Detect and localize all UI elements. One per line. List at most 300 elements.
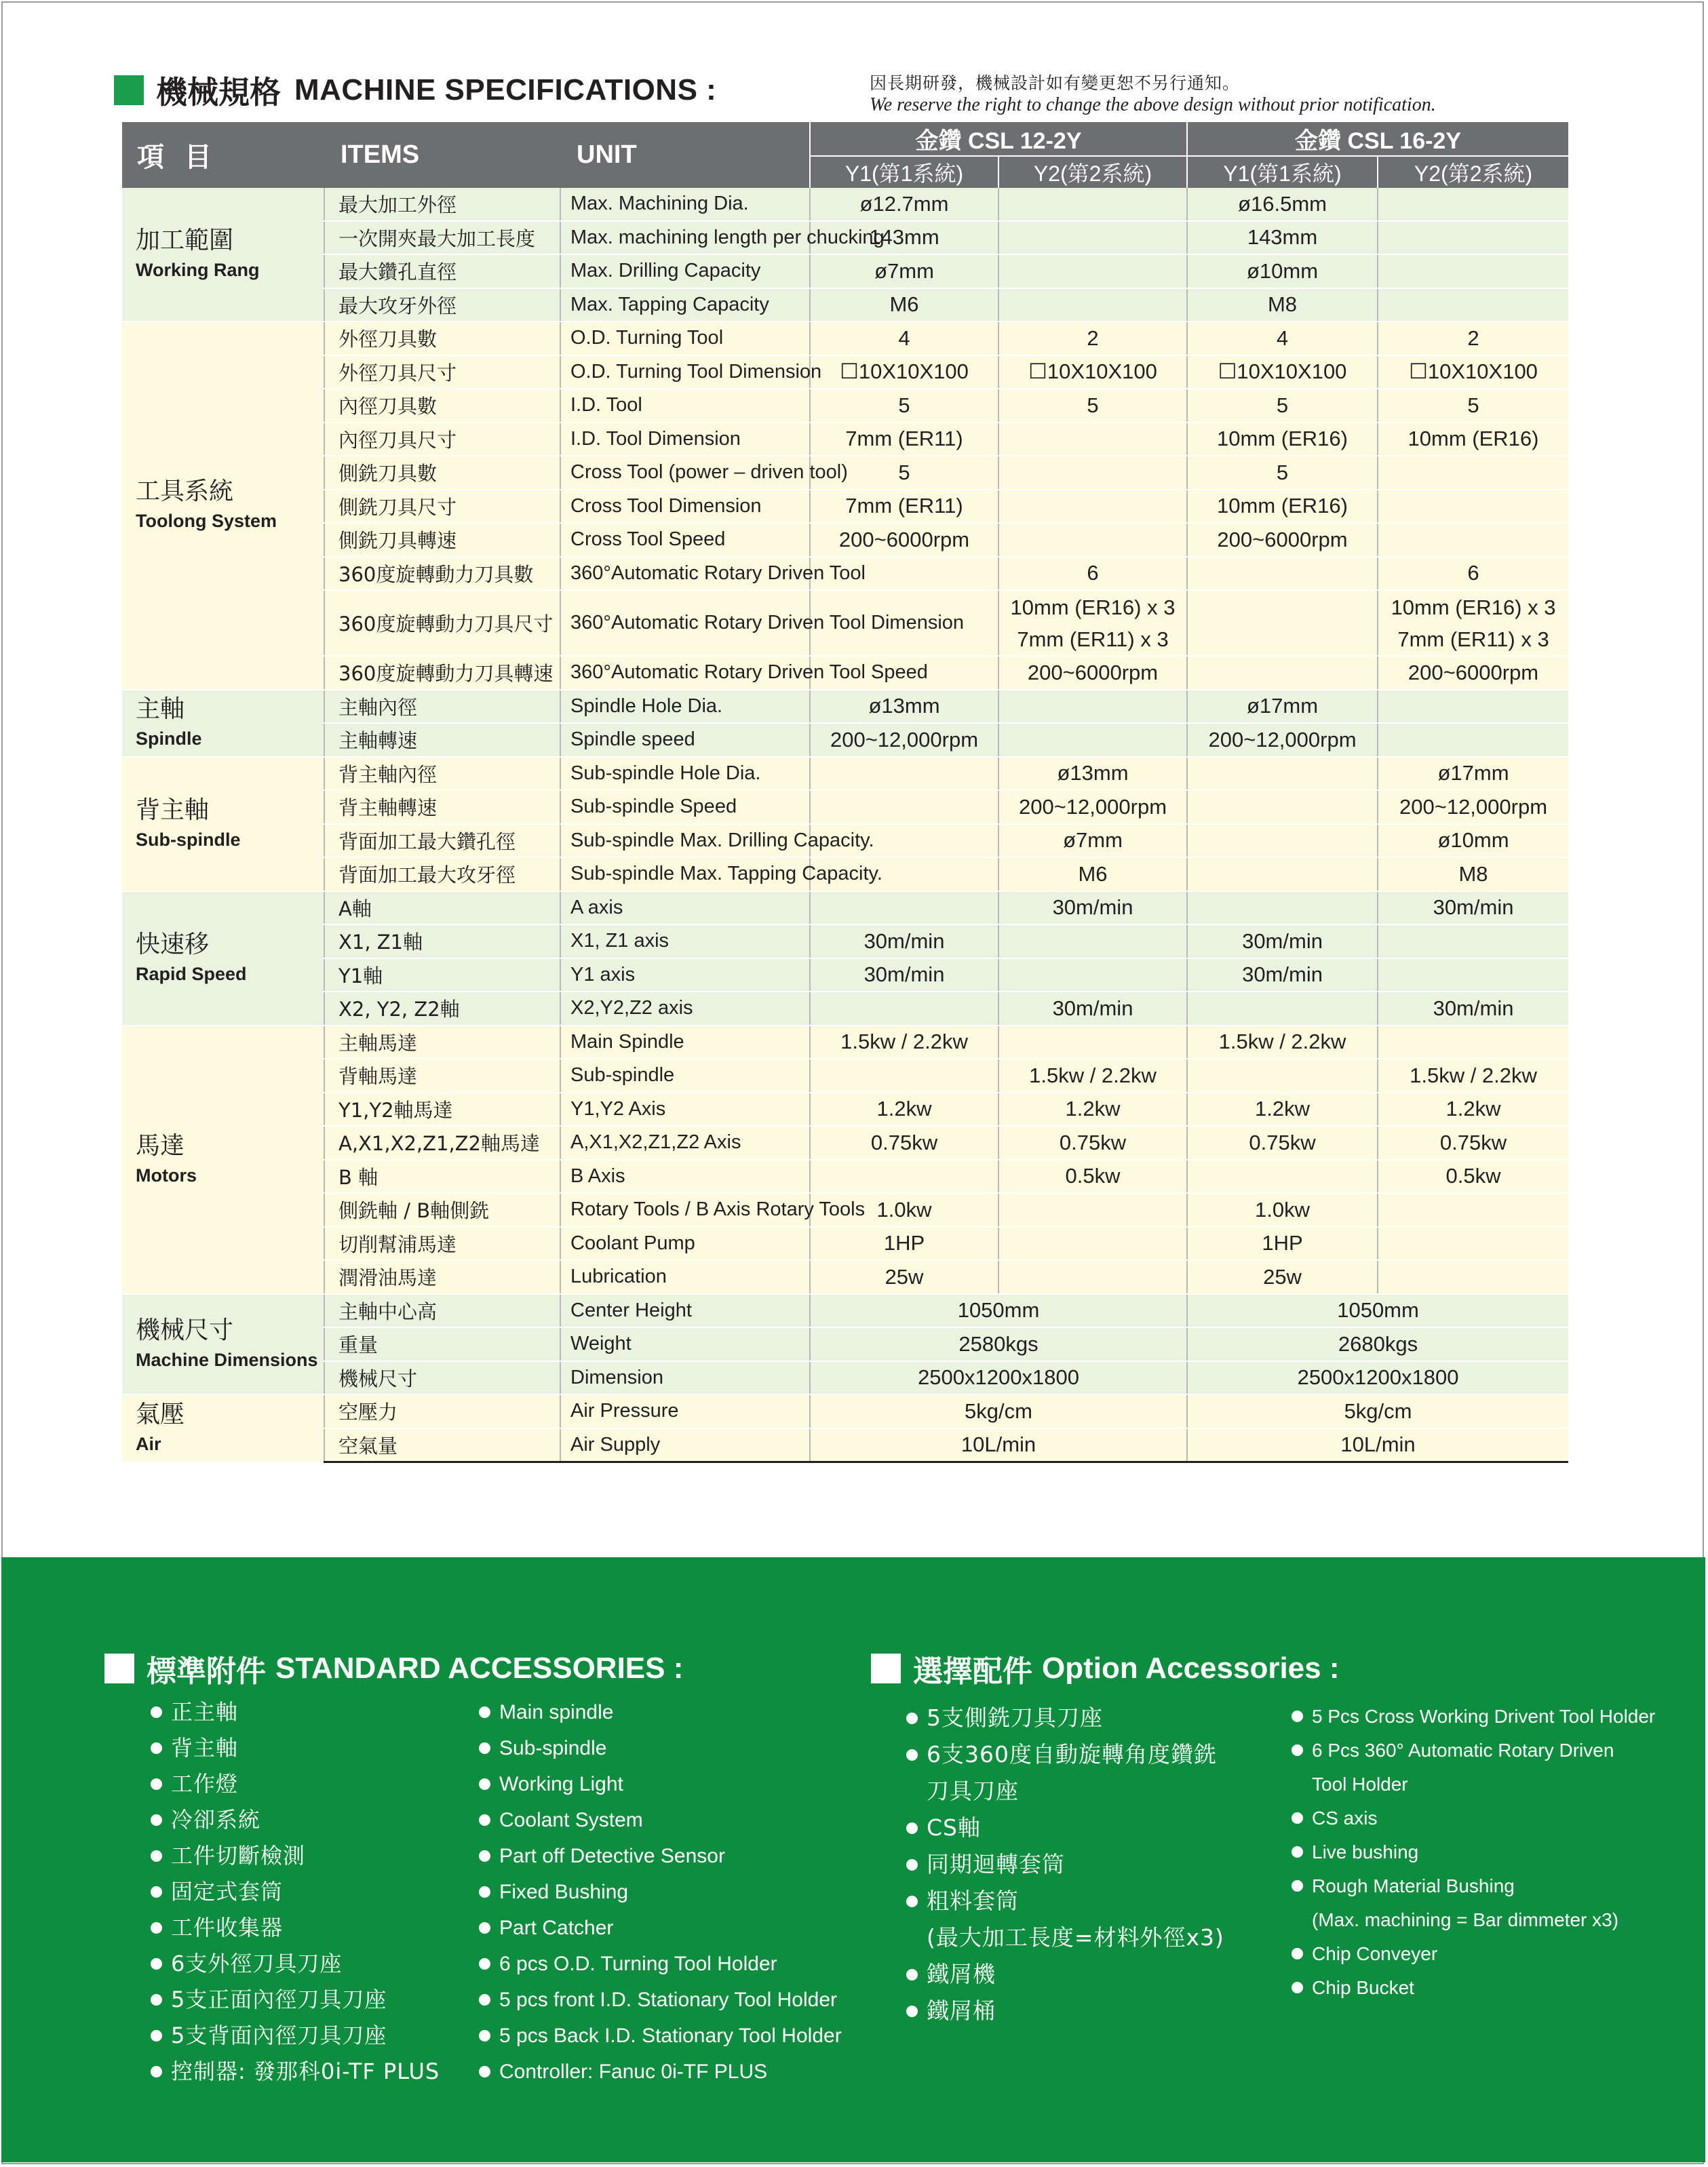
standard-item-en: 5 pcs front I.D. Stationary Tool Holder (479, 1982, 842, 2018)
item-unit: Spindle speed (560, 723, 810, 757)
category-en: Air (136, 1433, 161, 1454)
item-unit: A axis (560, 891, 810, 925)
item-name: 空氣量 (324, 1428, 560, 1462)
list-item-text: CS axis (1312, 1808, 1378, 1829)
table-row (122, 456, 1568, 490)
item-unit: Max. Tapping Capacity (560, 288, 810, 322)
option-accessories-title (871, 1647, 1340, 1690)
spec-value: 30m/min (1378, 992, 1568, 1026)
item-name: X1, Z1軸 (324, 924, 560, 958)
accessories-panel (1, 1557, 1705, 2162)
item-unit: 360°Automatic Rotary Driven Tool Speed (560, 656, 810, 690)
spec-value: ø7mm (998, 824, 1187, 858)
header-system: Y1(第1系統) (1187, 156, 1378, 188)
item-name: 主軸中心高 (324, 1294, 560, 1328)
spec-value: 1.0kw (1187, 1193, 1378, 1227)
item-name: 最大攻牙外徑 (324, 288, 560, 322)
standard-item-en: Controller: Fanuc 0i-TF PLUS (479, 2054, 842, 2090)
standard-item-en: Main spindle (479, 1694, 842, 1730)
spec-value (1187, 590, 1378, 656)
spec-value (1378, 523, 1568, 557)
standard-item-en: Coolant System (479, 1802, 842, 1838)
item-name: 機械尺寸 (324, 1361, 560, 1395)
spec-value: ☐10X10X100 (810, 355, 998, 389)
item-name: X2, Y2, Z2軸 (324, 992, 560, 1026)
spec-value: 200~12,000rpm (1187, 723, 1378, 757)
spec-value: ø7mm (810, 254, 998, 288)
table-row (122, 824, 1568, 858)
spec-value (1378, 590, 1568, 656)
spec-value: 10mm (ER16) (1187, 423, 1378, 456)
item-unit: B Axis (560, 1160, 810, 1194)
spec-table (122, 122, 1568, 1463)
header-system: Y2(第2系統) (998, 156, 1187, 188)
standard-item-en: Part off Detective Sensor (479, 1838, 842, 1874)
spec-value: 30m/min (998, 992, 1187, 1026)
spec-value (1187, 757, 1378, 791)
notice-zh: 因長期研發，機械設計如有變更恕不另行通知。 (870, 73, 1241, 93)
item-unit: Air Pressure (560, 1394, 810, 1428)
header-system: Y2(第2系統) (1378, 156, 1568, 188)
spec-value: 200~6000rpm (1187, 523, 1378, 557)
category-en: Working Rang (136, 260, 260, 280)
table-row (122, 1093, 1568, 1127)
spec-value: ☐10X10X100 (1187, 355, 1378, 389)
standard-item-zh: 冷卻系統 (151, 1802, 440, 1838)
spec-value: 4 (1187, 321, 1378, 355)
item-name: 背軸馬達 (324, 1059, 560, 1093)
item-name: 切削幫浦馬達 (324, 1227, 560, 1261)
spec-value: 1.0kw (810, 1193, 998, 1227)
spec-value: ø13mm (998, 757, 1187, 791)
spec-value (998, 958, 1187, 992)
item-unit: Cross Tool Dimension (560, 490, 810, 524)
item-name: A,X1,X2,Z1,Z2軸馬達 (324, 1126, 560, 1160)
spec-value: ☐10X10X100 (1378, 355, 1568, 389)
item-name: 一次開夾最大加工長度 (324, 221, 560, 255)
item-name: 側銑刀具尺寸 (324, 490, 560, 524)
spec-value (1187, 891, 1378, 925)
spec-value: 30m/min (810, 958, 998, 992)
category-zh: 工具系統 (136, 477, 234, 506)
item-unit: Center Height (560, 1294, 810, 1328)
table-row (122, 523, 1568, 557)
table-row (122, 1126, 1568, 1160)
item-unit: A,X1,X2,Z1,Z2 Axis (560, 1126, 810, 1160)
spec-value (998, 490, 1187, 524)
spec-value: 1.2kw (1187, 1093, 1378, 1127)
item-name: 外徑刀具數 (324, 321, 560, 355)
spec-value (998, 1026, 1187, 1059)
item-name: A軸 (324, 891, 560, 925)
item-unit: Rotary Tools / B Axis Rotary Tools (560, 1193, 810, 1227)
table-row (122, 1193, 1568, 1227)
spec-value (1378, 723, 1568, 757)
spec-value (810, 1160, 998, 1194)
spec-value (810, 1059, 998, 1093)
spec-value: 0.75kw (1378, 1126, 1568, 1160)
spec-value: 0.75kw (998, 1126, 1187, 1160)
item-name: 360度旋轉動力刀具數 (324, 557, 560, 591)
spec-value: 5 (998, 389, 1187, 423)
option-item-en (1292, 1700, 1655, 1734)
category-en: Spindle (136, 728, 202, 749)
list-item-text: Rough Material Bushing (1312, 1875, 1515, 1896)
item-unit: Dimension (560, 1361, 810, 1395)
spec-value: 1.5kw / 2.2kw (810, 1026, 998, 1059)
item-unit: Main Spindle (560, 1026, 810, 1059)
category-zh: 氣壓 (136, 1400, 185, 1428)
item-unit: Y1 axis (560, 958, 810, 992)
spec-value (1378, 188, 1568, 221)
table-row (122, 1160, 1568, 1194)
spec-value: 2 (998, 321, 1187, 355)
table-row (122, 355, 1568, 389)
category-zh: 加工範圍 (136, 227, 234, 254)
spec-value: 25w (1187, 1260, 1378, 1294)
spec-value: ☐10X10X100 (998, 355, 1187, 389)
white-square-icon (104, 1654, 134, 1683)
spec-value (810, 992, 998, 1026)
spec-value (998, 288, 1187, 322)
spec-value: 2 (1378, 321, 1568, 355)
item-name: 背主軸內徑 (324, 757, 560, 791)
item-name: 主軸內徑 (324, 690, 560, 724)
spec-value: 6 (998, 557, 1187, 591)
option-item-zh (906, 1993, 1224, 2029)
white-square-icon (871, 1654, 901, 1683)
list-item-text: 同期迴轉套筒 (927, 1851, 1065, 1877)
spec-value (1378, 1260, 1568, 1294)
standard-list-en (479, 1694, 842, 2090)
table-row (122, 1327, 1568, 1361)
category-en: Rapid Speed (136, 963, 247, 984)
item-name: Y1軸 (324, 958, 560, 992)
list-item-text: 鐵屑桶 (927, 1997, 996, 2024)
standard-item-zh: 工件收集器 (151, 1910, 440, 1946)
standard-item-zh: 背主軸 (151, 1730, 440, 1766)
spec-value: 30m/min (998, 891, 1187, 925)
spec-value: ø17mm (1378, 757, 1568, 791)
option-item-en (1292, 1869, 1655, 1937)
table-row (122, 1361, 1568, 1395)
header-system: Y1(第1系統) (810, 156, 998, 188)
spec-value: ø17mm (1187, 690, 1378, 724)
standard-item-zh: 5支背面內徑刀具刀座 (151, 2018, 440, 2054)
item-name: Y1,Y2軸馬達 (324, 1093, 560, 1127)
spec-value (1378, 1227, 1568, 1261)
spec-value: 200~6000rpm (810, 523, 998, 557)
spec-value (1378, 690, 1568, 724)
item-unit: I.D. Tool (560, 389, 810, 423)
spec-value (1187, 656, 1378, 690)
standard-item-zh: 6支外徑刀具刀座 (151, 1946, 440, 1982)
standard-title-en: STANDARD ACCESSORIES : (275, 1652, 684, 1685)
spec-value (998, 423, 1187, 456)
standard-item-zh: 工件切斷檢測 (151, 1838, 440, 1874)
item-name: 潤滑油馬達 (324, 1260, 560, 1294)
table-row (122, 924, 1568, 958)
spec-value: 7mm (ER11) (810, 490, 998, 524)
table-row (122, 254, 1568, 288)
spec-value (1378, 1193, 1568, 1227)
spec-value (998, 523, 1187, 557)
item-name: 360度旋轉動力刀具尺寸 (324, 590, 560, 656)
item-unit: Sub-spindle Hole Dia. (560, 757, 810, 791)
table-row (122, 656, 1568, 690)
spec-value (1187, 1160, 1378, 1194)
category-cell (122, 188, 324, 321)
category-cell (122, 1394, 324, 1462)
spec-value: 1HP (810, 1227, 998, 1261)
category-zh: 主軸 (136, 695, 185, 723)
category-en: Machine Dimensions (136, 1349, 318, 1370)
list-item-text: 6支360度自動旋轉角度鑽銑 (927, 1741, 1217, 1768)
item-name: 內徑刀具尺寸 (324, 423, 560, 456)
item-unit: X1, Z1 axis (560, 924, 810, 958)
table-row (122, 1260, 1568, 1294)
header-unit: UNIT (560, 122, 810, 188)
spec-value: 1.5kw / 2.2kw (1187, 1026, 1378, 1059)
category-cell (122, 757, 324, 891)
item-unit: I.D. Tool Dimension (560, 423, 810, 456)
table-row (122, 389, 1568, 423)
spec-value: 200~12,000rpm (1378, 790, 1568, 824)
table-row (122, 590, 1568, 656)
category-cell (122, 891, 324, 1026)
item-name: 主軸馬達 (324, 1026, 560, 1059)
item-unit: Sub-spindle Speed (560, 790, 810, 824)
category-cell (122, 1026, 324, 1294)
item-unit: Weight (560, 1327, 810, 1361)
standard-item-zh: 正主軸 (151, 1694, 440, 1730)
option-title-en: Option Accessories : (1042, 1652, 1340, 1685)
spec-value: 4 (810, 321, 998, 355)
list-item-subtext: (最大加工長度=材料外徑x3) (927, 1924, 1224, 1951)
spec-value (998, 254, 1187, 288)
list-item-text: 5 Pcs Cross Working Drivent Tool Holder (1312, 1706, 1656, 1727)
item-unit: Y1,Y2 Axis (560, 1093, 810, 1127)
spec-value: M6 (810, 288, 998, 322)
spec-value: 0.75kw (1187, 1126, 1378, 1160)
spec-value (1187, 824, 1378, 858)
spec-value (1378, 221, 1568, 255)
item-unit: Sub-spindle Max. Tapping Capacity. (560, 857, 810, 891)
category-zh: 快速移 (136, 930, 210, 958)
item-name: 內徑刀具數 (324, 389, 560, 423)
item-unit: Max. Machining Dia. (560, 188, 810, 221)
spec-value (998, 188, 1187, 221)
header-zh: 項 目 (122, 122, 324, 188)
spec-value: 0.5kw (998, 1160, 1187, 1194)
item-name: 最大鑽孔直徑 (324, 254, 560, 288)
table-row (122, 891, 1568, 925)
spec-value (1378, 958, 1568, 992)
item-unit: Coolant Pump (560, 1227, 810, 1261)
category-en: Toolong System (136, 511, 277, 532)
item-unit: Spindle Hole Dia. (560, 690, 810, 724)
spec-value: 1.2kw (998, 1093, 1187, 1127)
table-row (122, 490, 1568, 524)
item-name: 側銑刀具轉速 (324, 523, 560, 557)
list-item-subtext: Tool Holder (1312, 1774, 1408, 1795)
spec-value: 5 (1187, 456, 1378, 490)
category-zh: 背主軸 (136, 796, 210, 824)
spec-value (810, 757, 998, 791)
spec-value: 30m/min (810, 924, 998, 958)
spec-value (1187, 557, 1378, 591)
spec-value: 1.5kw / 2.2kw (998, 1059, 1187, 1093)
spec-value: 0.75kw (810, 1126, 998, 1160)
table-row (122, 221, 1568, 255)
category-cell (122, 1294, 324, 1395)
spec-value: 1050mm (1187, 1294, 1568, 1328)
spec-value (1187, 857, 1378, 891)
option-item-en (1292, 1801, 1655, 1835)
option-item-en (1292, 1971, 1655, 2005)
table-row (122, 1026, 1568, 1059)
table-row (122, 790, 1568, 824)
standard-title-zh: 標準附件 (147, 1654, 266, 1689)
spec-value: 25w (810, 1260, 998, 1294)
spec-value: 30m/min (1187, 958, 1378, 992)
table-row (122, 288, 1568, 322)
spec-value: 5 (1187, 389, 1378, 423)
header-model-16: 金鑽 CSL 16-2Y (1187, 122, 1568, 156)
header-items: ITEMS (324, 122, 560, 188)
table-row (122, 188, 1568, 221)
item-name: 重量 (324, 1327, 560, 1361)
spec-value: ø16.5mm (1187, 188, 1378, 221)
table-row (122, 992, 1568, 1026)
item-unit: Lubrication (560, 1260, 810, 1294)
standard-item-zh: 工作燈 (151, 1766, 440, 1802)
spec-value (998, 1227, 1187, 1261)
table-row (122, 321, 1568, 355)
category-cell (122, 321, 324, 690)
option-item-zh (906, 1700, 1224, 1736)
standard-item-en: Working Light (479, 1766, 842, 1802)
spec-value (998, 456, 1187, 490)
spec-value (998, 924, 1187, 958)
spec-value: 5 (810, 389, 998, 423)
item-name: 背面加工最大攻牙徑 (324, 857, 560, 891)
spec-value: 5kg/cm (1187, 1394, 1568, 1428)
table-row (122, 423, 1568, 456)
spec-value (1378, 288, 1568, 322)
item-unit: Cross Tool (power – driven tool) (560, 456, 810, 490)
list-item-subtext: (Max. machining = Bar dimmeter x3) (1312, 1909, 1619, 1930)
spec-value: 10L/min (1187, 1428, 1568, 1462)
item-name: 空壓力 (324, 1394, 560, 1428)
list-item-text: 粗料套筒 (927, 1888, 1019, 1914)
item-unit: O.D. Turning Tool (560, 321, 810, 355)
option-list-en (1292, 1700, 1655, 2005)
notice-en: We reserve the right to change the above design without prior notification. (870, 94, 1436, 115)
standard-item-en: 6 pcs O.D. Turning Tool Holder (479, 1946, 842, 1982)
option-item-zh (906, 1736, 1224, 1810)
spec-value (1378, 924, 1568, 958)
spec-value: M6 (998, 857, 1187, 891)
table-row (122, 757, 1568, 791)
standard-item-en: Fixed Bushing (479, 1874, 842, 1910)
standard-item-zh: 5支正面內徑刀具刀座 (151, 1982, 440, 2018)
option-item-en (1292, 1937, 1655, 1971)
standard-item-zh: 固定式套筒 (151, 1874, 440, 1910)
spec-value: 10L/min (810, 1428, 1187, 1462)
spec-value (998, 1193, 1187, 1227)
spec-value (1187, 992, 1378, 1026)
standard-item-zh: 控制器: 發那科0i-TF PLUS (151, 2054, 440, 2090)
item-name: 360度旋轉動力刀具轉速 (324, 656, 560, 690)
spec-value: 5 (1378, 389, 1568, 423)
option-item-zh (906, 1846, 1224, 1883)
spec-value: 5 (810, 456, 998, 490)
spec-value (1187, 790, 1378, 824)
option-item-en (1292, 1734, 1655, 1801)
item-name: 側銑軸 / B軸側銑 (324, 1193, 560, 1227)
green-square-icon (114, 75, 144, 105)
standard-list-zh (151, 1694, 440, 2090)
spec-value (1378, 456, 1568, 490)
table-row (122, 1294, 1568, 1328)
spec-value: 30m/min (1378, 891, 1568, 925)
list-item-text: Chip Bucket (1312, 1977, 1414, 1998)
spec-value: 200~6000rpm (998, 656, 1187, 690)
standard-item-en: Sub-spindle (479, 1730, 842, 1766)
item-name: 側銑刀具數 (324, 456, 560, 490)
spec-value: 200~12,000rpm (998, 790, 1187, 824)
table-row (122, 1227, 1568, 1261)
item-unit: X2,Y2,Z2 axis (560, 992, 810, 1026)
header-model-12: 金鑽 CSL 12-2Y (810, 122, 1187, 156)
spec-value: 1.2kw (1378, 1093, 1568, 1127)
item-unit: O.D. Turning Tool Dimension (560, 355, 810, 389)
spec-value: 143mm (1187, 221, 1378, 255)
option-item-en (1292, 1835, 1655, 1869)
section-heading (114, 68, 716, 113)
spec-value: 6 (1378, 557, 1568, 591)
spec-value: 2580kgs (810, 1327, 1187, 1361)
list-item-text: CS軸 (927, 1814, 981, 1841)
table-row (122, 1394, 1568, 1428)
item-unit: 360°Automatic Rotary Driven Tool Dimension (560, 590, 810, 656)
spec-value (810, 891, 998, 925)
spec-value (998, 690, 1187, 724)
spec-value (1187, 1059, 1378, 1093)
standard-accessories-title (104, 1647, 683, 1690)
item-name: 背主軸轉速 (324, 790, 560, 824)
category-en: Sub-spindle (136, 829, 241, 850)
item-unit: Max. Drilling Capacity (560, 254, 810, 288)
spec-value: 143mm (810, 221, 998, 255)
item-unit: 360°Automatic Rotary Driven Tool (560, 557, 810, 591)
spec-value: 5kg/cm (810, 1394, 1187, 1428)
spec-value: 10mm (ER16) (1187, 490, 1378, 524)
item-name: 主軸轉速 (324, 723, 560, 757)
item-name: 最大加工外徑 (324, 188, 560, 221)
spec-value: ø12.7mm (810, 188, 998, 221)
spec-value (1378, 490, 1568, 524)
spec-value: 1HP (1187, 1227, 1378, 1261)
spec-value: 200~6000rpm (1378, 656, 1568, 690)
item-unit: Sub-spindle Max. Drilling Capacity. (560, 824, 810, 858)
category-zh: 馬達 (136, 1131, 185, 1160)
heading-zh: 機械規格 (156, 74, 281, 111)
list-item-text: Chip Conveyer (1312, 1943, 1438, 1964)
spec-value (998, 590, 1187, 656)
spec-value (1378, 1026, 1568, 1059)
